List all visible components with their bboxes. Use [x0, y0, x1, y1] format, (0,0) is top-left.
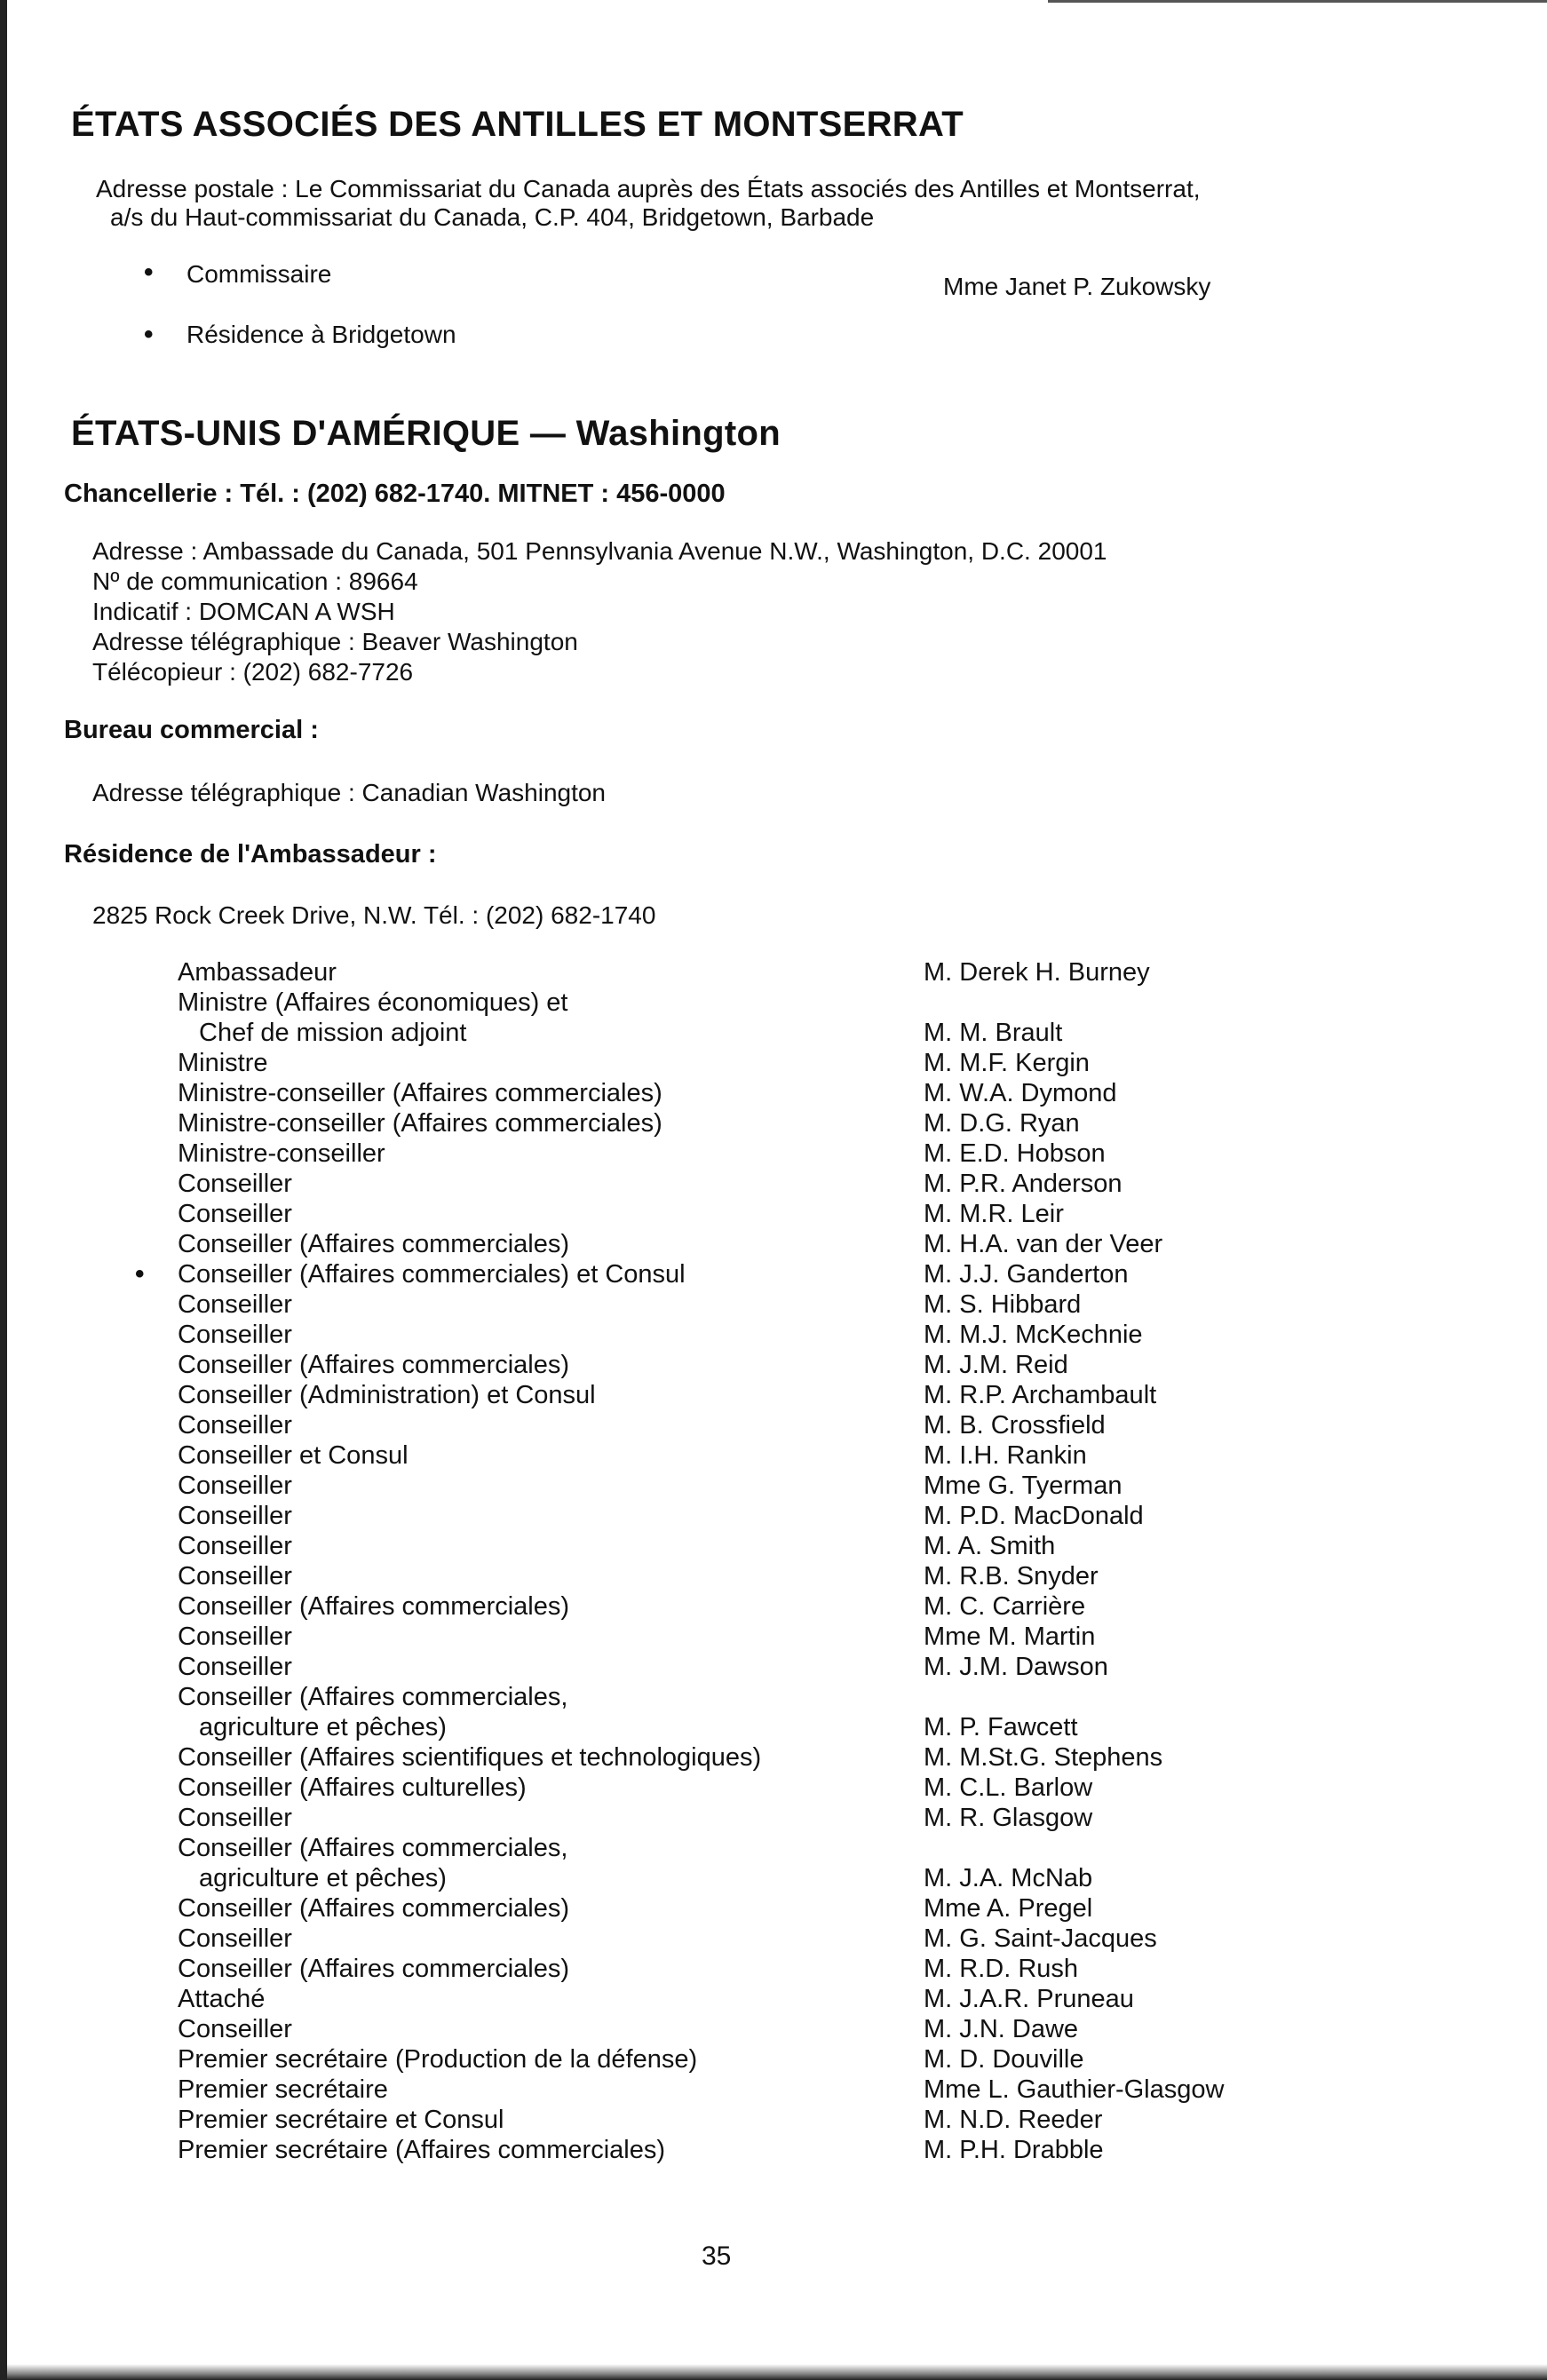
staff-row	[169, 1078, 1483, 1108]
staff-row	[169, 1742, 1483, 1773]
staff-name: M. J.M. Reid	[924, 1351, 1068, 1379]
staff-name: M. Derek H. Burney	[924, 958, 1150, 987]
bullet-marker: •	[144, 258, 154, 287]
staff-row	[169, 1893, 1483, 1924]
staff-role: Conseiller	[178, 2015, 292, 2043]
staff-role: Conseiller	[178, 1532, 292, 1560]
staff-role: Conseiller	[178, 1622, 292, 1651]
staff-role: Conseiller	[178, 1200, 292, 1228]
staff-role: Conseiller	[178, 1321, 292, 1349]
chancery-line: Chancellerie : Tél. : (202) 682-1740. MITNET : 456-0000	[64, 480, 726, 508]
staff-name: M. D.G. Ryan	[924, 1109, 1080, 1138]
staff-row	[169, 1289, 1483, 1320]
staff-role: Conseiller (Affaires commerciales)	[178, 1230, 570, 1258]
staff-name: M. E.D. Hobson	[924, 1139, 1106, 1168]
page-left-edge	[0, 0, 7, 2380]
staff-name: M. M.F. Kergin	[924, 1049, 1090, 1077]
staff-row	[169, 1169, 1483, 1199]
staff-role: Conseiller (Affaires culturelles)	[178, 1773, 527, 1802]
staff-row	[169, 2075, 1483, 2105]
staff-row	[169, 957, 1483, 988]
staff-role: Conseiller	[178, 1170, 292, 1198]
staff-name: M. C. Carrière	[924, 1592, 1086, 1621]
staff-role: Conseiller (Affaires commerciales)	[178, 1351, 570, 1379]
staff-role: Conseiller (Administration) et Consul	[178, 1381, 596, 1409]
staff-name: M. M.J. McKechnie	[924, 1321, 1143, 1349]
staff-name: M. P.H. Drabble	[924, 2136, 1104, 2164]
page-bottom-edge	[7, 2364, 1547, 2380]
commissioner-name: Mme Janet P. Zukowsky	[943, 273, 1211, 300]
staff-role-continued: Chef de mission adjoint	[199, 1019, 467, 1047]
staff-row	[169, 1924, 1483, 1954]
staff-row	[169, 1440, 1483, 1471]
staff-name: M. P. Fawcett	[924, 1713, 1078, 1741]
staff-row	[169, 1622, 1483, 1652]
staff-name: M. P.D. MacDonald	[924, 1502, 1144, 1530]
staff-name: M. I.H. Rankin	[924, 1441, 1087, 1470]
staff-name: M. C.L. Barlow	[924, 1773, 1093, 1802]
staff-name: Mme M. Martin	[924, 1622, 1096, 1651]
staff-row	[169, 2014, 1483, 2044]
staff-row	[169, 1773, 1483, 1803]
staff-role: Conseiller	[178, 1924, 292, 1953]
staff-name: M. R.P. Archambault	[924, 1381, 1157, 1409]
staff-list	[135, 957, 1483, 2165]
staff-role-continued: agriculture et pêches)	[199, 1713, 447, 1741]
ambassador-residence-address: 2825 Rock Creek Drive, N.W. Tél. : (202) 682-1740	[92, 901, 656, 929]
staff-role: Conseiller	[178, 1411, 292, 1440]
staff-row	[169, 1108, 1483, 1138]
staff-name: M. S. Hibbard	[924, 1290, 1082, 1319]
staff-name: M. N.D. Reeder	[924, 2106, 1103, 2134]
staff-role: Conseiller (Affaires commerciales) et Consul	[178, 1260, 686, 1289]
staff-name: M. J.A.R. Pruneau	[924, 1985, 1134, 2013]
staff-role: Conseiller (Affaires scientifiques et technologiques)	[178, 1743, 762, 1772]
staff-row	[169, 1803, 1483, 1833]
staff-name: M. R.D. Rush	[924, 1955, 1079, 1983]
staff-name: M. M.St.G. Stephens	[924, 1743, 1163, 1772]
staff-row	[169, 1410, 1483, 1440]
staff-role: Premier secrétaire (Production de la défense)	[178, 2045, 698, 2074]
staff-row	[169, 1380, 1483, 1410]
staff-row	[169, 1138, 1483, 1169]
staff-row	[169, 1350, 1483, 1380]
staff-role: Ministre-conseiller (Affaires commerciales)	[178, 1079, 662, 1107]
staff-role: Conseiller (Affaires commerciales,	[178, 1834, 568, 1862]
staff-name: M. G. Saint-Jacques	[924, 1924, 1157, 1953]
commercial-office-label: Bureau commercial :	[64, 716, 319, 744]
staff-name: M. D. Douville	[924, 2045, 1084, 2074]
staff-role: Ministre (Affaires économiques) et	[178, 988, 568, 1017]
staff-row	[169, 2135, 1483, 2165]
staff-name: M. H.A. van der Veer	[924, 1230, 1163, 1258]
staff-row	[169, 1229, 1483, 1259]
staff-name: M. M. Brault	[924, 1019, 1063, 1047]
staff-name: Mme G. Tyerman	[924, 1472, 1123, 1500]
staff-name: M. R. Glasgow	[924, 1804, 1093, 1832]
section-heading-usa: ÉTATS-UNIS D'AMÉRIQUE — Washington	[71, 414, 781, 453]
staff-row	[169, 2044, 1483, 2075]
staff-name: M. A. Smith	[924, 1532, 1056, 1560]
staff-role: Ministre-conseiller (Affaires commerciales)	[178, 1109, 662, 1138]
staff-role: Conseiller	[178, 1562, 292, 1591]
staff-role: Ministre-conseiller	[178, 1139, 385, 1168]
bullet-marker: •	[144, 320, 154, 349]
staff-row	[135, 1259, 1483, 1289]
fax-number: Télécopieur : (202) 682-7726	[92, 658, 414, 686]
staff-role: Conseiller	[178, 1290, 292, 1319]
staff-name: M. J.A. McNab	[924, 1864, 1093, 1892]
staff-role: Attaché	[178, 1985, 266, 2013]
staff-name: Mme L. Gauthier-Glasgow	[924, 2075, 1225, 2104]
commercial-telegraphic-address: Adresse télégraphique : Canadian Washington	[92, 779, 607, 806]
section-heading-antilles: ÉTATS ASSOCIÉS DES ANTILLES ET MONTSERRAT	[71, 105, 964, 144]
staff-row	[169, 1652, 1483, 1682]
staff-role-continued: agriculture et pêches)	[199, 1864, 447, 1892]
staff-role: Conseiller	[178, 1472, 292, 1500]
staff-row	[169, 2105, 1483, 2135]
staff-name: Mme A. Pregel	[924, 1894, 1093, 1923]
staff-role: Conseiller	[178, 1502, 292, 1530]
staff-role: Conseiller	[178, 1804, 292, 1832]
embassy-address: Adresse : Ambassade du Canada, 501 Pennsylvania Avenue N.W., Washington, D.C. 20001	[92, 537, 1107, 565]
staff-row	[169, 1199, 1483, 1229]
staff-name: M. R.B. Snyder	[924, 1562, 1099, 1591]
ambassador-residence-label: Résidence de l'Ambassadeur :	[64, 840, 437, 869]
page-top-edge	[1048, 0, 1547, 3]
staff-row	[169, 1561, 1483, 1591]
staff-role: Premier secrétaire (Affaires commerciales)	[178, 2136, 665, 2164]
staff-role: Premier secrétaire	[178, 2075, 388, 2104]
staff-name: M. J.N. Dawe	[924, 2015, 1079, 2043]
staff-name: M. W.A. Dymond	[924, 1079, 1117, 1107]
staff-role: Conseiller et Consul	[178, 1441, 409, 1470]
staff-role: Ambassadeur	[178, 958, 337, 987]
staff-row	[169, 988, 1483, 1048]
staff-role: Conseiller (Affaires commerciales,	[178, 1683, 568, 1711]
staff-row	[169, 1984, 1483, 2014]
staff-name: M. J.M. Dawson	[924, 1653, 1108, 1681]
bullet-marker: •	[135, 1259, 145, 1289]
residence-bridgetown: Résidence à Bridgetown	[186, 321, 456, 348]
staff-row	[169, 1954, 1483, 1984]
staff-name: M. J.J. Ganderton	[924, 1260, 1129, 1289]
telegraphic-address: Adresse télégraphique : Beaver Washington	[92, 628, 578, 655]
staff-role: Conseiller (Affaires commerciales)	[178, 1894, 570, 1923]
staff-row	[169, 1320, 1483, 1350]
staff-row	[169, 1682, 1483, 1742]
staff-role: Ministre	[178, 1049, 268, 1077]
staff-row	[169, 1833, 1483, 1893]
staff-name: M. P.R. Anderson	[924, 1170, 1123, 1198]
antilles-address-line2: a/s du Haut-commissariat du Canada, C.P. 404, Bridgetown, Barbade	[110, 203, 875, 231]
staff-name: M. M.R. Leir	[924, 1200, 1064, 1228]
staff-role: Conseiller (Affaires commerciales)	[178, 1955, 570, 1983]
staff-role: Conseiller (Affaires commerciales)	[178, 1592, 570, 1621]
staff-name: M. B. Crossfield	[924, 1411, 1106, 1440]
staff-role: Premier secrétaire et Consul	[178, 2106, 504, 2134]
page-number: 35	[702, 2241, 732, 2271]
staff-row	[169, 1048, 1483, 1078]
staff-row	[169, 1531, 1483, 1561]
staff-role: Conseiller	[178, 1653, 292, 1681]
staff-row	[169, 1501, 1483, 1531]
staff-row	[169, 1471, 1483, 1501]
commissioner-role: Commissaire	[186, 260, 332, 288]
staff-row	[169, 1591, 1483, 1622]
communication-number: Nº de communication : 89664	[92, 567, 418, 595]
indicatif: Indicatif : DOMCAN A WSH	[92, 598, 395, 625]
antilles-address-line1: Adresse postale : Le Commissariat du Canada auprès des États associés des Antilles et Montserrat,	[96, 175, 1201, 202]
